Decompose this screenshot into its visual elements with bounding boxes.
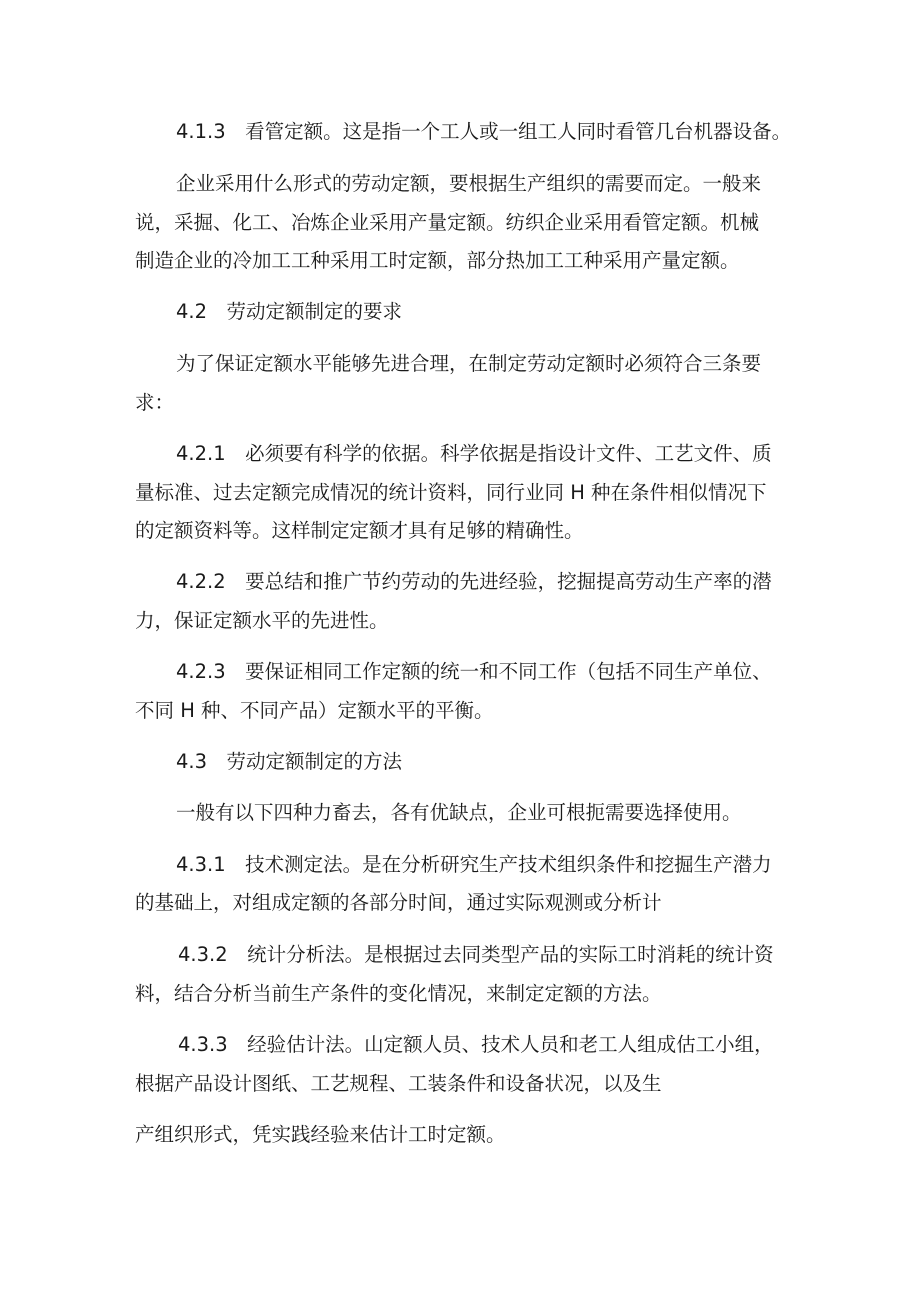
text-line: 4.3.1 技术测定法。是在分析研究生产技术组织条件和挖掘生产潜力 [176, 853, 772, 876]
text-line: 一般有以下四种力畜去，各有优缺点，企业可根扼需要选择使用。 [176, 801, 742, 824]
text-line: 求： [135, 391, 175, 414]
section-heading: 4.2 劳动定额制定的要求 [176, 300, 403, 323]
text-line: 力，保证定额水平的先进性。 [135, 609, 389, 632]
text-line: 制造企业的冷加工工种采用工时定额，部分热加工工种采用产量定额。 [135, 249, 740, 272]
text-line: 料，结合分析当前生产条件的变化情况，来制定定额的方法。 [135, 982, 662, 1005]
text-line: 企业采用什么形式的劳动定额，要根据生产组织的需要而定。一般来 [176, 172, 762, 195]
text-line: 4.3.2 统计分析法。是根据过去同类型产品的实际工时消耗的统计资 [178, 943, 774, 966]
section-heading: 4.3 劳动定额制定的方法 [176, 750, 403, 773]
text-line: 根据产品设计图纸、工艺规程、工装条件和设备状况，以及生 [135, 1072, 662, 1095]
text-line: 4.2.1 必须要有科学的依据。科学依据是指设计文件、工艺文件、质 [176, 442, 772, 465]
text-line: 4.3.3 经验估计法。山定额人员、技术人员和老工人组成估工小组， [178, 1033, 774, 1056]
text-line: 的定额资料等。这样制定定额才具有足够的精确性。 [135, 519, 584, 542]
text-line: 4.2.3 要保证相同工作定额的统一和不同工作（包括不同生产单位、 [176, 660, 772, 683]
text-line: 产组织形式，凭实践经验来估计工时定额。 [135, 1123, 506, 1146]
text-line: 为了保证定额水平能够先进合理，在制定劳动定额时必须符合三条要 [176, 352, 762, 375]
text-line: 说，采掘、化工、冶炼企业采用产量定额。纺织企业采用看管定额。机械 [135, 211, 760, 234]
text-line: 不同 H 种、不同产品）定额水平的平衡。 [135, 699, 494, 722]
text-line: 的基础上，对组成定额的各部分时间，通过实际观测或分析计 [135, 891, 662, 914]
text-line: 4.2.2 要总结和推广节约劳动的先进经验，挖掘提高劳动生产率的潜 [176, 570, 772, 593]
text-line: 4.1.3 看管定额。这是指一个工人或一组工人同时看管几台机器设备。 [176, 120, 792, 143]
text-line: 量标准、过去定额完成情况的统计资料，同行业同 H 种在条件相似情况下 [135, 481, 767, 504]
